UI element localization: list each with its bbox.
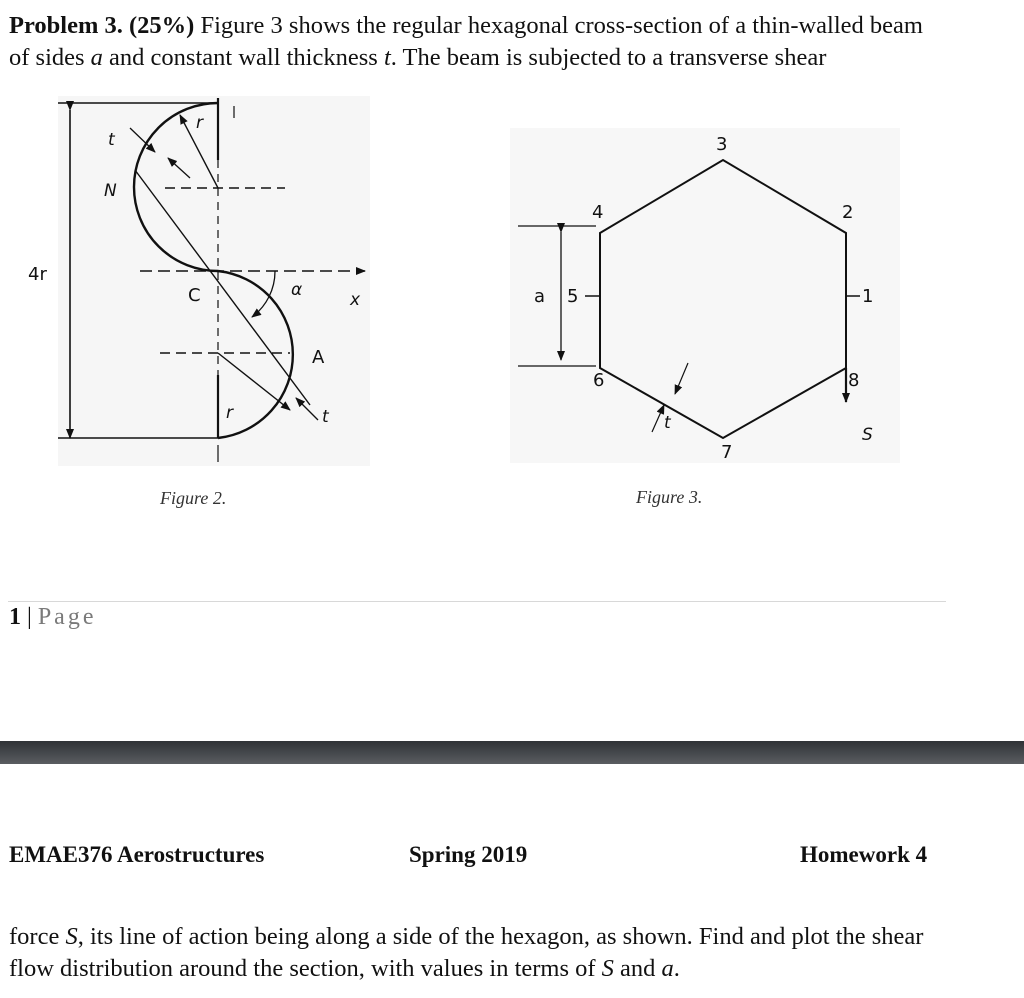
page-number: 1 [9,604,21,630]
label-a: a [534,286,546,307]
label-t-bottom: t [322,407,329,427]
node-6: 6 [593,370,605,391]
problem-text-part: and constant wall thickness [102,44,384,71]
continuation-text-part: . [673,955,680,982]
variable-a: a [661,955,674,982]
node-5: 5 [567,286,579,307]
label-n: N [104,181,117,201]
label-a-point: A [312,347,325,368]
label-r-top: r [196,113,203,133]
page-word: Page [37,604,97,630]
page-footer [9,604,96,631]
node-8: 8 [848,370,860,391]
label-r-bottom: r [226,403,233,423]
problem-heading: Problem 3. (25%) [9,12,195,39]
figure-3 [510,128,900,463]
figure-2-caption: Figure 2. [160,488,227,508]
node-7: 7 [721,442,733,463]
variable-a: a [90,44,103,71]
page-separator: | [21,604,38,630]
problem-text-part: . The beam is subjected to a transverse shear [390,44,827,71]
node-3: 3 [716,134,728,155]
label-s: S [862,425,873,445]
label-4r: 4r [28,264,47,285]
variable-t: t [383,44,391,71]
header-assignment: Homework 4 [800,842,928,867]
continuation-text-part: and [613,955,662,982]
variable-s: S [65,923,78,950]
problem-text-part: Figure 3 shows the regular hexagonal cross-section of a thin-walled beam of sides [9,12,923,71]
figure-2 [28,96,370,466]
label-x: x [350,290,361,310]
node-2: 2 [842,202,854,223]
header-course: EMAE376 Aerostructures [9,842,265,867]
label-c: C [188,285,201,306]
problem-continuation [9,921,954,985]
node-1: 1 [862,286,874,307]
node-4: 4 [592,202,604,223]
label-alpha: α [291,280,303,300]
label-t: t [664,413,671,433]
footer-rule [8,601,946,602]
continuation-text-part: , its line of action being along a side of the hexagon, as shown. Find and plot the shear flow distribution around the section, with values in terms of [9,923,924,982]
continuation-text-part: force [9,923,66,950]
figure-3-caption: Figure 3. [636,487,703,507]
variable-s: S [601,955,614,982]
header-term: Spring 2019 [409,842,528,867]
label-t-top: t [108,130,115,150]
page-divider [0,741,1024,764]
